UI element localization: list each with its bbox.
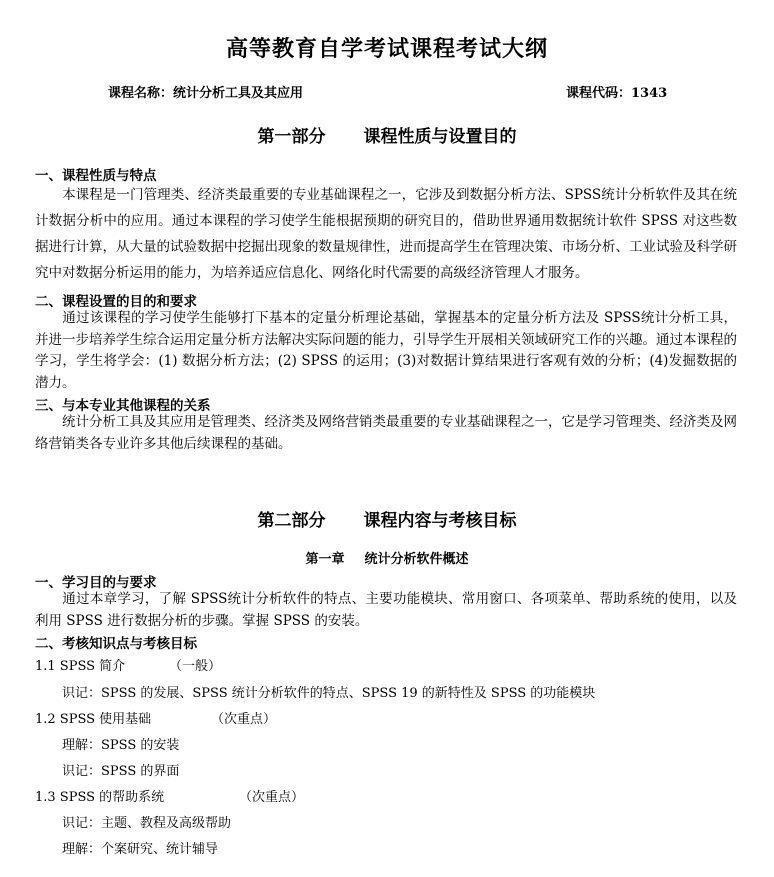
knowledge-point-title: 1.3 SPSS 的帮助系统	[35, 790, 165, 805]
knowledge-point-requirement: 识记：SPSS 的界面	[62, 764, 180, 779]
section-heading: 二、考核知识点与考核目标	[35, 636, 197, 652]
part2-label: 第二部分	[257, 511, 326, 531]
knowledge-point-requirement: 理解：SPSS 的安装	[62, 738, 180, 753]
knowledge-point-level: （一般）	[169, 659, 222, 674]
section-body	[35, 308, 737, 394]
section-body-text: 通过本章学习，了解 SPSS统计分析软件的特点、主要功能模块、常用窗口、各项菜单、帮助系统的使用，以及利用 SPSS 进行数据分析的步骤。掌握 SPSS 的安装。	[35, 591, 737, 629]
section-heading: 一、学习目的与要求	[35, 575, 157, 591]
knowledge-point-requirement: 识记：SPSS 的发展、SPSS 统计分析软件的特点、SPSS 19 的新特性及 SPSS 的功能模块	[62, 686, 596, 701]
knowledge-point-level: （次重点）	[211, 712, 277, 727]
part2-heading	[0, 506, 774, 531]
knowledge-point	[35, 655, 222, 674]
knowledge-point	[35, 786, 305, 805]
section-heading: 三、与本专业其他课程的关系	[35, 398, 211, 414]
section-body	[35, 182, 737, 286]
section-body	[35, 589, 737, 632]
chapter-heading	[0, 548, 774, 567]
course-name: 课程名称：统计分析工具及其应用	[108, 86, 304, 101]
knowledge-point-title: 1.2 SPSS 使用基础	[35, 712, 152, 727]
knowledge-point-requirement: 识记：主题、教程及高级帮助	[62, 816, 232, 831]
part2-title: 课程内容与考核目标	[363, 511, 517, 531]
part1-heading	[0, 122, 774, 147]
knowledge-point-requirement: 理解：个案研究、统计辅导	[62, 842, 219, 857]
knowledge-point	[35, 708, 277, 727]
section-heading: 一、课程性质与特点	[35, 168, 157, 184]
knowledge-point-title: 1.1 SPSS 简介	[35, 659, 126, 674]
chapter-label: 第一章	[305, 552, 345, 567]
section-body-text: 本课程是一门管理类、经济类最重要的专业基础课程之一，它涉及到数据分析方法、SPSS统计分析软件及其在统计数据分析中的应用。通过本课程的学习使学生能根据预期的研究目的，借助世界通用数据统计软件 SPSS 对这些数据进行计算，从大量的试验数据中挖掘出现象的数量规律性，进而提高学生在管理决策、市场分析、工业试验及科学研究中对数据分析运用的能力，为培养适应信息化、网络化时代需要的高级经济管理人才服务。	[35, 187, 737, 281]
part1-label: 第一部分	[257, 127, 326, 147]
part1-title: 课程性质与设置目的	[363, 127, 517, 147]
section-heading: 二、课程设置的目的和要求	[35, 294, 197, 310]
section-body	[35, 412, 737, 455]
document-title: 高等教育自学考试课程考试大纲	[225, 36, 548, 62]
section-body-text: 通过该课程的学习使学生能够打下基本的定量分析理论基础，掌握基本的定量分析方法及 SPSS统计分析工具，并进一步培养学生综合运用定量分析方法解决实际问题的能力，引导学生开展相关领域研究工作的兴趣。通过本课程的学习，学生将学会：(1) 数据分析方法；(2) SPSS 的运用；(3)对数据计算结果进行客观有效的分析；(4)发掘数据的潜力。	[35, 310, 737, 391]
section-body-text: 统计分析工具及其应用是管理类、经济类及网络营销类最重要的专业基础课程之一，它是学习管理类、经济类及网络营销类各专业许多其他后续课程的基础。	[35, 414, 737, 452]
knowledge-point-level: （次重点）	[239, 790, 305, 805]
chapter-title: 统计分析软件概述	[364, 552, 469, 567]
course-code: 课程代码：1343	[566, 86, 668, 101]
